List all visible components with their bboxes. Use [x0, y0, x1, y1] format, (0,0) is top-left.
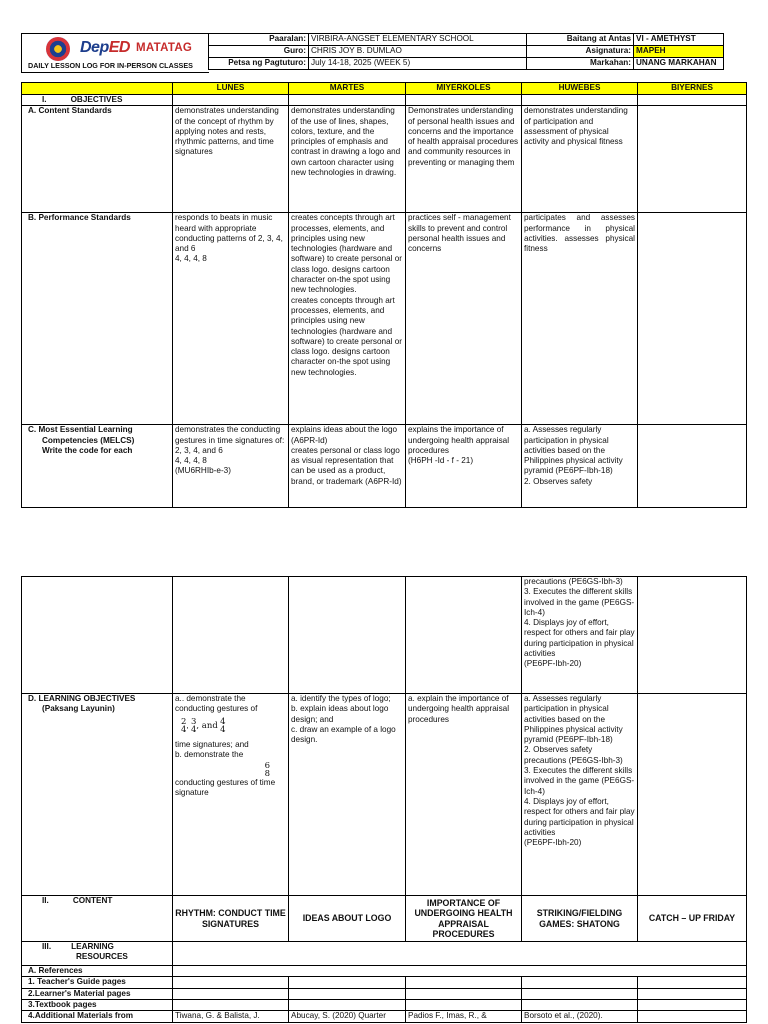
empty-header-cell — [22, 83, 173, 95]
melcs-wednesday: explains the importance of undergoing health appraisal procedures (H6PH -Id - f - 21) — [406, 425, 522, 508]
content-row — [22, 896, 747, 942]
header-info-table — [208, 33, 724, 70]
learning-objectives-row — [22, 694, 747, 896]
fraction-6-8: 6 8 — [264, 761, 270, 780]
additional-materials-thursday: Borsoto et al., (2020). — [522, 1011, 638, 1023]
day-header-tuesday: MARTES — [289, 83, 406, 95]
additional-materials-row — [22, 1011, 747, 1023]
quarter-value: UNANG MARKAHAN — [634, 58, 724, 70]
performance-standards-friday — [638, 213, 747, 425]
learning-objectives-tuesday: a. identify the types of logo; b. explain ideas about logo design; and c. draw an example of a logo design. — [289, 694, 406, 896]
performance-standards-tuesday: creates concepts through art processes, elements, and principles using new technologies (hardware and software) to create personal or class logo. designs cartoon character on-the spot using new technologies. creates concepts through art processes, elements, and principles using new technologies (hardware and software) to create personal or class logo. designs cartoon character on-the spot using new technologies. — [289, 213, 406, 425]
grade-value: VI - AMETHYST — [634, 34, 724, 46]
day-header-row — [22, 83, 747, 95]
fraction-3-4: 3 4 — [190, 716, 197, 735]
learners-material-label: 2.Learner's Material pages — [22, 988, 173, 999]
additional-materials-friday — [638, 1011, 747, 1023]
content-friday: CATCH – UP FRIDAY — [638, 896, 747, 942]
content-heading: II. CONTENT — [22, 896, 173, 942]
date-label: Petsa ng Pagtuturo: — [209, 58, 309, 70]
continued-row — [22, 577, 747, 694]
textbook-row — [22, 999, 747, 1010]
content-standards-wednesday: Demonstrates understanding of personal health issues and concerns and the importance of health appraisal procedures and community resources in preventing or managing them — [406, 106, 522, 213]
additional-materials-wednesday: Padios F., Imas, R., & — [406, 1011, 522, 1023]
learners-material-row — [22, 988, 747, 999]
learning-objectives-wednesday: a. explain the importance of undergoing health appraisal procedures — [406, 694, 522, 896]
content-monday: RHYTHM: CONDUCT TIME SIGNATURES — [173, 896, 289, 942]
performance-standards-row — [22, 213, 747, 425]
textbook-label: 3.Textbook pages — [22, 999, 173, 1010]
content-standards-tuesday: demonstrates understanding of the use of lines, shapes, colors, texture, and the principles of emphasis and contrast in drawing a logo and own cartoon character using new technologies in drawing. — [289, 106, 406, 213]
learning-objectives-label: D. LEARNING OBJECTIVES (Paksang Layunin) — [22, 694, 173, 896]
references-row — [22, 966, 747, 977]
content-standards-friday — [638, 106, 747, 213]
quarter-label: Markahan: — [527, 58, 634, 70]
additional-materials-label: 4.Additional Materials from — [22, 1011, 173, 1023]
teachers-guide-row — [22, 977, 747, 988]
date-value: July 14-18, 2025 (WEEK 5) — [309, 58, 527, 70]
school-value: VIRBIRA-ANGSET ELEMENTARY SCHOOL — [309, 34, 527, 46]
school-label: Paaralan: — [209, 34, 309, 46]
learning-objectives-thursday: a. Assesses regularly participation in physical activities based on the Philippines physical activity pyramid (PE6PF-Ibh-18) 2. Observes safety precautions (PE6GS-Ibh-3) 3. Executes the different skills involved in the game (PE6GS-Ich-4) 4. Displays joy of effort, respect for others and fair play during participation in physical activities (PE6PF-Ibh-20) — [522, 694, 638, 896]
fraction-4-4: 4 4 — [220, 716, 226, 735]
learning-resources-heading: III. LEARNING RESOURCES — [22, 942, 173, 966]
additional-materials-monday: Tiwana, G. & Balista, J. — [173, 1011, 289, 1023]
content-wednesday: IMPORTANCE OF UNDERGOING HEALTH APPRAISAL PROCEDURES — [406, 896, 522, 942]
lesson-table-part1 — [21, 82, 747, 508]
content-standards-row — [22, 106, 747, 213]
day-header-wednesday: MIYERKOLES — [406, 83, 522, 95]
teacher-label: Guro: — [209, 46, 309, 58]
deped-logo: DepED — [80, 39, 130, 56]
objectives-row — [22, 95, 747, 106]
content-standards-thursday: demonstrates understanding of participation and assessment of physical activity and physical fitness — [522, 106, 638, 213]
day-header-thursday: HUWEBES — [522, 83, 638, 95]
performance-standards-label: B. Performance Standards — [22, 213, 173, 425]
form-title: DAILY LESSON LOG FOR IN-PERSON CLASSES — [28, 61, 193, 70]
content-thursday: STRIKING/FIELDING GAMES: SHATONG — [522, 896, 638, 942]
objectives-heading: I. OBJECTIVES — [22, 95, 173, 106]
content-tuesday: IDEAS ABOUT LOGO — [289, 896, 406, 942]
melcs-thursday: a. Assesses regularly participation in physical activities based on the Philippines physical activity pyramid (PE6PF-Ibh-18) 2. Observes safety — [522, 425, 638, 508]
learning-resources-row — [22, 942, 747, 966]
melcs-label: C. Most Essential Learning Competencies (MELCS) Write the code for each — [22, 425, 173, 508]
grade-label: Baitang at Antas — [527, 34, 634, 46]
melcs-row — [22, 425, 747, 508]
subject-label: Asignatura: — [527, 46, 634, 58]
melcs-friday — [638, 425, 747, 508]
additional-materials-tuesday: Abucay, S. (2020) Quarter — [289, 1011, 406, 1023]
content-standards-monday: demonstrates understanding of the concept of rhythm by applying notes and rests, rhythmic patterns, and time signatures — [173, 106, 289, 213]
continued-thursday: precautions (PE6GS-Ibh-3) 3. Executes the different skills involved in the game (PE6GS-Ich-4) 4. Displays joy of effort, respect for others and fair play during participation in physical activities (PE6PF-Ibh-20) — [522, 577, 638, 694]
learning-objectives-friday — [638, 694, 747, 896]
subject-value: MAPEH — [634, 46, 724, 58]
lesson-table-part2 — [21, 576, 747, 1023]
matatag-logo: MATATAG — [136, 42, 193, 54]
learning-objectives-monday: a.. demonstrate the conducting gestures of 2 4, 3 4, and 4 4 time signatures; and b. demonstrate the 6 8 conducting gestures of time signature — [173, 694, 289, 896]
performance-standards-thursday: participates and assesses performance in physical activities. assesses physical fitness — [522, 213, 638, 425]
fraction-2-4: 2 4 — [181, 716, 187, 735]
references-label: A. References — [22, 966, 173, 977]
deped-seal-icon — [46, 37, 70, 61]
teacher-value: CHRIS JOY B. DUMLAO — [309, 46, 527, 58]
melcs-monday: demonstrates the conducting gestures in time signatures of: 2, 3, 4, and 6 4, 4, 4, 8 (MU6RHIb-e-3) — [173, 425, 289, 508]
performance-standards-wednesday: practices self - management skills to prevent and control personal health issues and concerns — [406, 213, 522, 425]
melcs-tuesday: explains ideas about the logo (A6PR-Id) creates personal or class logo as visual representation that can be used as a product, brand, or trademark (A6PR-Id) — [289, 425, 406, 508]
content-standards-label: A. Content Standards — [22, 106, 173, 213]
day-header-monday: LUNES — [173, 83, 289, 95]
teachers-guide-label: 1. Teacher's Guide pages — [22, 977, 173, 988]
day-header-friday: BIYERNES — [638, 83, 747, 95]
performance-standards-monday: responds to beats in music heard with appropriate conducting patterns of 2, 3, 4, and 6 4, 4, 4, 8 — [173, 213, 289, 425]
